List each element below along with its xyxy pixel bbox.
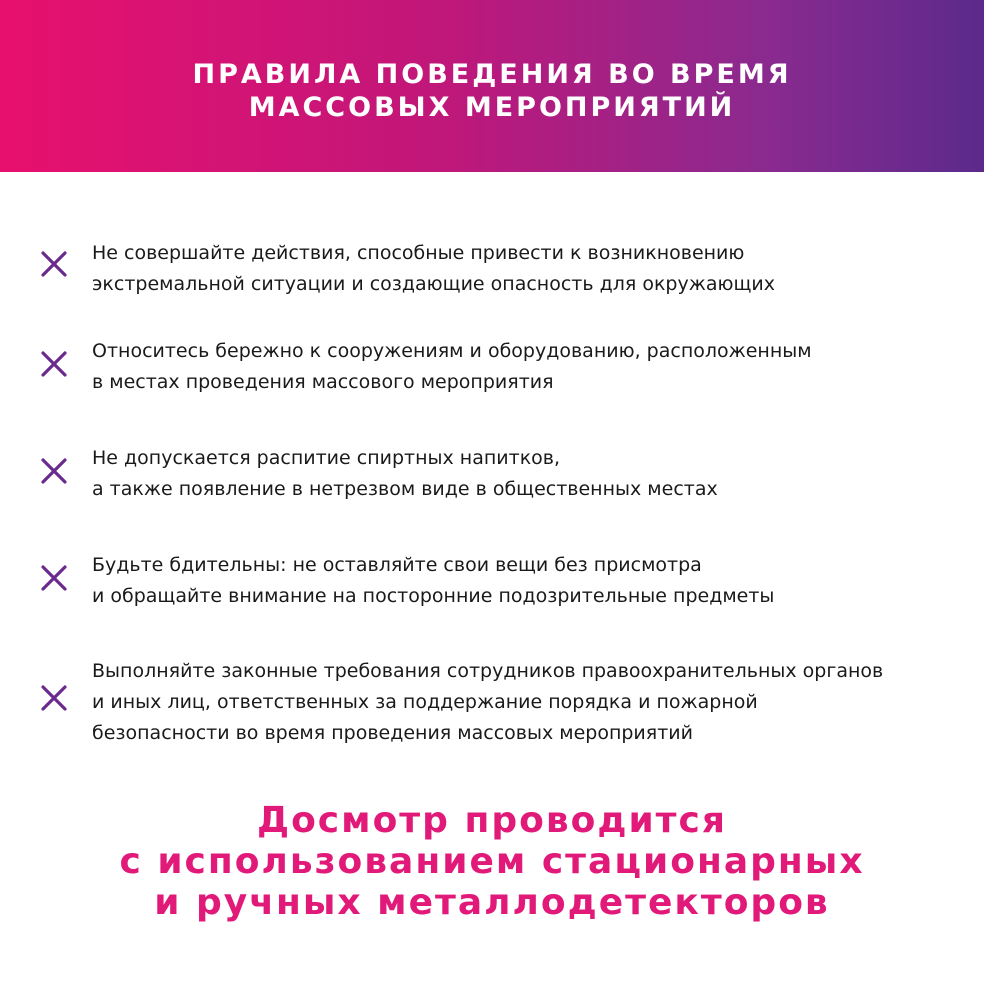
rule-text-line: и иных лиц, ответственных за поддержание порядка и пожарной	[92, 691, 758, 713]
rule-text-line: Не допускается распитие спиртных напитков,	[92, 447, 561, 469]
rule-text-line: Относитесь бережно к сооружениям и оборудованию, расположенным	[92, 340, 812, 362]
cross-icon	[40, 457, 68, 485]
rule-text-line: и обращайте внимание на посторонние подозрительные предметы	[92, 585, 775, 607]
footer-notice-line: Досмотр проводится	[257, 800, 727, 841]
cross-icon	[40, 350, 68, 378]
footer-notice-line: с использованием стационарных	[119, 841, 865, 882]
cross-icon	[40, 684, 68, 712]
rule-text-line: безопасности во время проведения массовых мероприятий	[92, 722, 693, 744]
rule-text-line: Выполняйте законные требования сотрудников правоохранительных органов	[92, 660, 884, 682]
rule-text	[92, 336, 952, 398]
rule-text-line: а также появление в нетрезвом виде в общественных местах	[92, 478, 718, 500]
header-title-line: МАССОВЫХ МЕРОПРИЯТИЙ	[248, 92, 736, 123]
rule-text	[92, 238, 952, 300]
rule-text	[92, 443, 952, 505]
rule-text-line: в местах проведения массового мероприятия	[92, 371, 554, 393]
footer-notice	[0, 800, 984, 923]
footer-notice-line: и ручных металлодетекторов	[154, 882, 830, 923]
header-title-line: ПРАВИЛА ПОВЕДЕНИЯ ВО ВРЕМЯ	[192, 59, 792, 90]
rule-text-line: Будьте бдительны: не оставляйте свои вещи без присмотра	[92, 554, 702, 576]
cross-icon	[40, 564, 68, 592]
rule-text	[92, 550, 952, 612]
rule-text-line: Не совершайте действия, способные привести к возникновению	[92, 242, 745, 264]
rule-text-line: экстремальной ситуации и создающие опасность для окружающих	[92, 273, 775, 295]
cross-icon	[40, 250, 68, 278]
rule-text	[92, 656, 952, 749]
